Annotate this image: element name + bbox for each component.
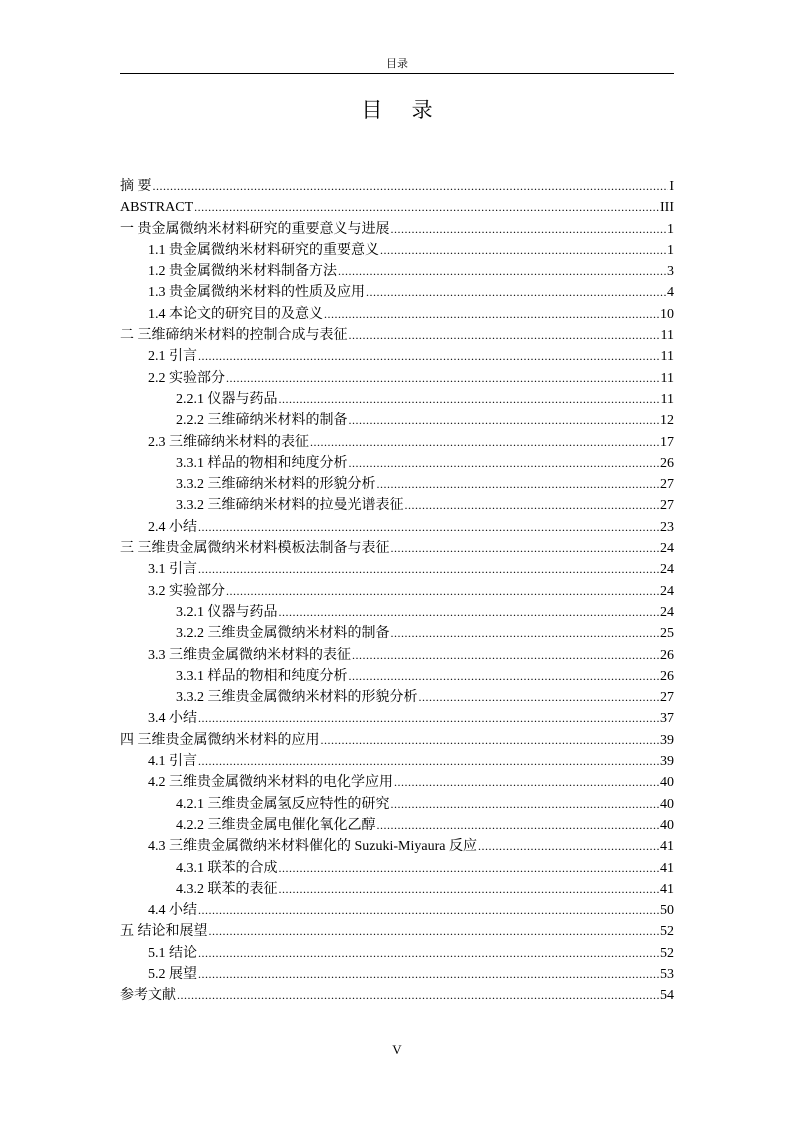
toc-dot-leader [198, 708, 659, 729]
toc-entry-page: 24 [660, 562, 674, 578]
toc-entry[interactable] [120, 197, 674, 218]
toc-dot-leader [226, 368, 660, 389]
toc-dot-leader [198, 346, 660, 367]
toc-dot-leader [391, 538, 660, 559]
toc-entry[interactable] [120, 602, 674, 623]
toc-dot-leader [198, 559, 659, 580]
toc-entry-title: 3.2.2 三维贵金属微纳米材料的制备 [176, 626, 390, 642]
toc-dot-leader [279, 389, 660, 410]
toc-dot-leader [279, 858, 660, 879]
toc-dot-leader [324, 304, 659, 325]
toc-entry[interactable] [120, 219, 674, 240]
toc-entry[interactable] [120, 325, 674, 346]
toc-dot-leader [352, 645, 659, 666]
toc-entry-title: 2.2.2 三维碲纳米材料的制备 [176, 413, 348, 429]
toc-entry[interactable] [120, 410, 674, 431]
toc-entry[interactable] [120, 538, 674, 559]
page-number: V [392, 1042, 402, 1057]
toc-dot-leader [391, 794, 660, 815]
toc-dot-leader [391, 623, 660, 644]
toc-entry-title: 1.4 本论文的研究目的及意义 [148, 306, 323, 322]
toc-entry[interactable] [120, 495, 674, 516]
toc-entry-page: 26 [660, 668, 674, 684]
toc-entry-page: 52 [660, 924, 674, 940]
running-header: 目录 [386, 58, 408, 70]
toc-entry-page: 37 [660, 711, 674, 727]
toc-entry[interactable] [120, 368, 674, 389]
toc-dot-leader [198, 751, 659, 772]
toc-entry-page: I [669, 179, 674, 194]
toc-entry-page: 40 [660, 775, 674, 791]
toc-entry-page: 10 [660, 306, 674, 322]
toc-dot-leader [419, 687, 660, 708]
toc-entry[interactable] [120, 772, 674, 793]
toc-entry-title: 2.2 实验部分 [148, 370, 225, 386]
toc-entry-title: 4.3 三维贵金属微纳米材料催化的 Suzuki-Miyaura 反应 [148, 839, 477, 855]
toc-entry-title: 2.2.1 仪器与药品 [176, 391, 278, 407]
toc-entry-page: 1 [667, 242, 674, 258]
toc-entry-title: 3.2.1 仪器与药品 [176, 604, 278, 620]
toc-entry-title: 2.1 引言 [148, 349, 197, 365]
toc-entry-title: 3.4 小结 [148, 711, 197, 727]
toc-entry[interactable] [120, 304, 674, 325]
toc-entry-title: 5.1 结论 [148, 945, 197, 961]
toc-entry-title: 2.3 三维碲纳米材料的表征 [148, 434, 309, 450]
toc-entry-page: III [660, 200, 674, 216]
toc-entry[interactable] [120, 666, 674, 687]
toc-entry[interactable] [120, 985, 674, 1006]
page-title: 目 录 [361, 98, 445, 122]
toc-entry[interactable] [120, 708, 674, 729]
toc-entry-title: 3.3 三维贵金属微纳米材料的表征 [148, 647, 351, 663]
toc-entry-title: 一 贵金属微纳米材料研究的重要意义与进展 [120, 221, 390, 237]
toc-dot-leader [198, 943, 659, 964]
toc-entry-title: 4.2.2 三维贵金属电催化氧化乙醇 [176, 817, 376, 833]
toc-entry-title: 5.2 展望 [148, 966, 197, 982]
toc-entry-title: 3.1 引言 [148, 562, 197, 578]
toc-entry-page: 25 [660, 626, 674, 642]
toc-entry[interactable] [120, 836, 674, 857]
toc-dot-leader [226, 581, 659, 602]
toc-entry-title: 4.2.1 三维贵金属氢反应特性的研究 [176, 796, 390, 812]
toc-entry-title: 3.3.1 样品的物相和纯度分析 [176, 668, 348, 684]
toc-dot-leader [366, 282, 666, 303]
toc-entry[interactable] [120, 730, 674, 751]
toc-entry-page: 27 [660, 477, 674, 493]
toc-entry-page: 24 [660, 541, 674, 557]
header-rule [120, 73, 674, 74]
toc-entry[interactable] [120, 943, 674, 964]
toc-entry[interactable] [120, 815, 674, 836]
toc-dot-leader [349, 453, 660, 474]
toc-entry-title: 4.1 引言 [148, 754, 197, 770]
toc-entry-title: 1.1 贵金属微纳米材料研究的重要意义 [148, 242, 379, 258]
toc-entry-page: 3 [667, 264, 674, 280]
toc-entry-page: 11 [660, 328, 674, 344]
toc-entry-page: 11 [660, 370, 674, 386]
toc-entry[interactable] [120, 921, 674, 942]
toc-entry[interactable] [120, 964, 674, 985]
toc-dot-leader [380, 240, 666, 261]
toc-dot-leader [405, 495, 660, 516]
toc-entry-page: 23 [660, 519, 674, 535]
toc-entry[interactable] [120, 240, 674, 261]
toc-entry-title: 参考文献 [120, 988, 176, 1004]
toc-entry-title: 4.3.2 联苯的表征 [176, 881, 278, 897]
toc-entry-page: 27 [660, 690, 674, 706]
toc-entry-page: 24 [660, 604, 674, 620]
toc-dot-leader [349, 410, 660, 431]
toc-dot-leader [153, 176, 669, 197]
toc-entry-page: 40 [660, 817, 674, 833]
toc-entry-page: 54 [660, 988, 674, 1004]
toc-dot-leader [194, 197, 659, 218]
toc-entry-title: 五 结论和展望 [120, 924, 208, 940]
toc-entry[interactable] [120, 559, 674, 580]
toc-dot-leader [349, 325, 660, 346]
toc-entry-page: 41 [660, 839, 674, 855]
toc-entry-title: ABSTRACT [120, 200, 194, 216]
toc-dot-leader [394, 772, 659, 793]
toc-entry-title: 3.3.2 三维碲纳米材料的形貌分析 [176, 477, 376, 493]
toc-entry-title: 2.4 小结 [148, 519, 197, 535]
toc-entry-title: 1.3 贵金属微纳米材料的性质及应用 [148, 285, 365, 301]
toc-dot-leader [310, 432, 659, 453]
toc-entry-page: 39 [660, 732, 674, 748]
toc-entry-page: 41 [660, 860, 674, 876]
toc-entry[interactable] [120, 794, 674, 815]
toc-dot-leader [198, 517, 659, 538]
toc-entry[interactable] [120, 517, 674, 538]
toc-entry-title: 摘 要 [120, 179, 152, 194]
toc-entry-page: 4 [667, 285, 674, 301]
toc-entry-title: 4.2 三维贵金属微纳米材料的电化学应用 [148, 775, 393, 791]
toc-entry-title: 三 三维贵金属微纳米材料模板法制备与表征 [120, 541, 390, 557]
toc-entry-page: 50 [660, 903, 674, 919]
toc-entry-page: 26 [660, 647, 674, 663]
table-of-contents [120, 176, 674, 1007]
toc-entry-title: 3.3.2 三维贵金属微纳米材料的形貌分析 [176, 690, 418, 706]
toc-entry[interactable] [120, 581, 674, 602]
toc-entry-title: 二 三维碲纳米材料的控制合成与表征 [120, 328, 348, 344]
toc-dot-leader [198, 964, 659, 985]
toc-dot-leader [349, 666, 660, 687]
toc-entry[interactable] [120, 623, 674, 644]
toc-entry-page: 11 [660, 349, 674, 365]
toc-entry[interactable] [120, 879, 674, 900]
toc-entry[interactable] [120, 282, 674, 303]
toc-entry-page: 11 [660, 391, 674, 407]
toc-entry-page: 52 [660, 945, 674, 961]
toc-entry-title: 3.2 实验部分 [148, 583, 225, 599]
toc-dot-leader [478, 836, 659, 857]
toc-entry[interactable] [120, 900, 674, 921]
toc-entry-title: 3.3.1 样品的物相和纯度分析 [176, 455, 348, 471]
toc-entry-page: 39 [660, 754, 674, 770]
toc-dot-leader [338, 261, 666, 282]
toc-entry-title: 4.3.1 联苯的合成 [176, 860, 278, 876]
toc-entry-page: 26 [660, 455, 674, 471]
toc-entry[interactable] [120, 645, 674, 666]
toc-dot-leader [377, 815, 660, 836]
toc-dot-leader [279, 602, 660, 623]
toc-entry[interactable] [120, 432, 674, 453]
toc-entry-page: 53 [660, 966, 674, 982]
toc-entry-page: 27 [660, 498, 674, 514]
toc-entry-title: 4.4 小结 [148, 903, 197, 919]
toc-dot-leader [198, 900, 659, 921]
toc-entry[interactable] [120, 751, 674, 772]
toc-dot-leader [321, 730, 660, 751]
toc-entry[interactable] [120, 176, 674, 197]
toc-entry[interactable] [120, 389, 674, 410]
toc-entry-page: 40 [660, 796, 674, 812]
toc-dot-leader [177, 985, 659, 1006]
toc-entry-title: 1.2 贵金属微纳米材料制备方法 [148, 264, 337, 280]
toc-entry-title: 3.3.2 三维碲纳米材料的拉曼光谱表征 [176, 498, 404, 514]
toc-entry[interactable] [120, 687, 674, 708]
toc-entry[interactable] [120, 474, 674, 495]
toc-dot-leader [209, 921, 660, 942]
toc-entry[interactable] [120, 858, 674, 879]
toc-entry-page: 41 [660, 881, 674, 897]
toc-entry-page: 24 [660, 583, 674, 599]
toc-entry[interactable] [120, 453, 674, 474]
toc-entry[interactable] [120, 346, 674, 367]
toc-dot-leader [377, 474, 660, 495]
toc-entry-page: 17 [660, 434, 674, 450]
toc-entry-page: 1 [667, 221, 674, 237]
toc-entry-page: 12 [660, 413, 674, 429]
toc-dot-leader [391, 219, 667, 240]
toc-entry-title: 四 三维贵金属微纳米材料的应用 [120, 732, 320, 748]
toc-dot-leader [279, 879, 660, 900]
toc-entry[interactable] [120, 261, 674, 282]
